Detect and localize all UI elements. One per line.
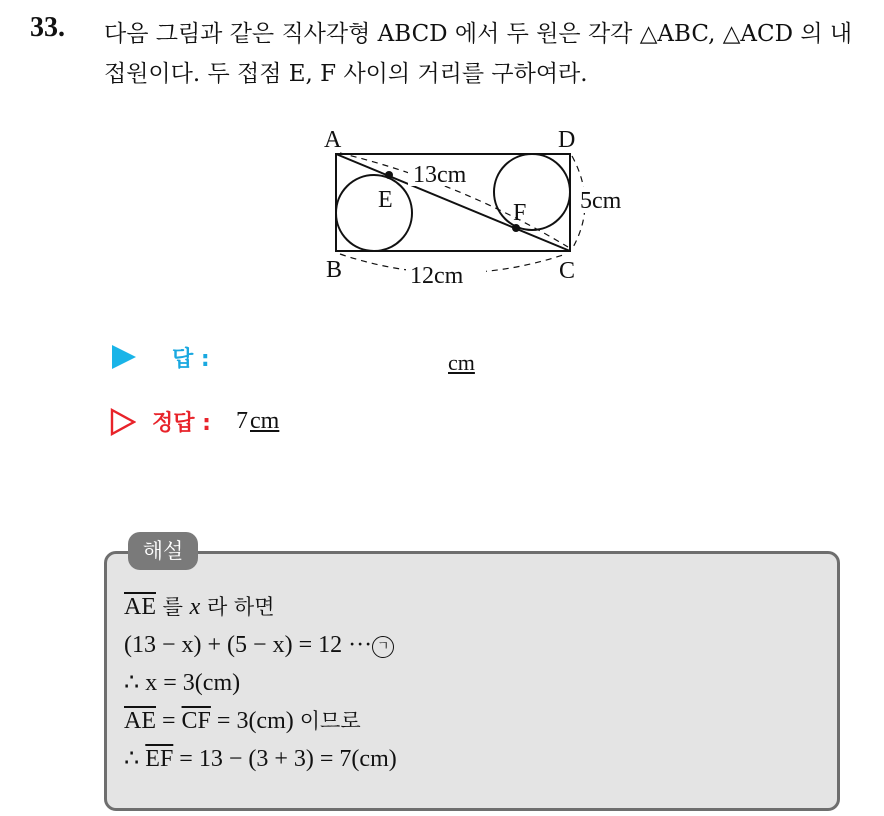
label-diagonal-length: 13cm: [413, 162, 467, 188]
correct-value-unit: cm: [250, 408, 280, 434]
play-icon: [112, 345, 136, 369]
segment-ae: $\overline{AE}$: [124, 708, 156, 734]
text: 를: [156, 595, 190, 619]
explanation-line-1: [124, 588, 397, 626]
triangle-outline-icon: [110, 408, 136, 436]
explanation-line-2: [124, 626, 397, 664]
segment-ef: $\overline{EF}$: [145, 746, 174, 772]
answer-label: 답 :: [172, 347, 210, 372]
label-b: B: [326, 257, 343, 283]
explanation-content: [124, 588, 397, 778]
rectangle-figure: [300, 120, 660, 295]
final-result: = 13 − (3 + 3) = 7(cm): [173, 746, 397, 772]
label-c: C: [559, 258, 576, 284]
explanation-line-5: [124, 740, 397, 778]
text: 라 하면: [200, 595, 275, 619]
explanation-line-3: [124, 664, 397, 702]
answer-row: [112, 342, 612, 376]
explanation-line-4: [124, 702, 397, 740]
label-a: A: [324, 127, 342, 153]
correct-answer-label: 정답 :: [152, 411, 211, 436]
point-e: [385, 171, 393, 179]
value: = 3(cm): [210, 708, 300, 734]
result-x: ∴ x = 3(cm): [124, 670, 241, 696]
correct-value-number: 7: [236, 408, 248, 434]
text: 이므로: [299, 709, 361, 733]
incircle-abc: [336, 175, 412, 251]
label-height: 5cm: [580, 188, 622, 214]
incircle-acd: [494, 154, 570, 230]
question-text: 다음 그림과 같은 직사각형 ABCD 에서 두 원은 각각 △ABC, △ACD 의 내접원이다. 두 접점 E, F 사이의 거리를 구하여라.: [104, 21, 853, 87]
answer-unit: cm: [448, 350, 475, 375]
label-d: D: [558, 127, 576, 153]
label-width: 12cm: [410, 263, 464, 289]
correct-answer-value: [236, 408, 279, 435]
explanation-tag: 해설: [128, 532, 198, 570]
therefore: ∴: [124, 746, 146, 772]
equation: (13 − x) + (5 − x) = 12 ···: [124, 632, 373, 658]
segment-ae: $\overline{AE}$: [124, 594, 156, 620]
segment-cf: $\overline{CF}$: [181, 708, 211, 734]
correct-answer-row: [110, 404, 610, 440]
circled-mark: ㄱ: [372, 636, 394, 658]
question-number: 33.: [30, 12, 65, 43]
label-f: F: [513, 200, 527, 226]
equals: =: [156, 708, 182, 734]
variable-x: x: [189, 594, 201, 620]
label-e: E: [378, 187, 393, 213]
